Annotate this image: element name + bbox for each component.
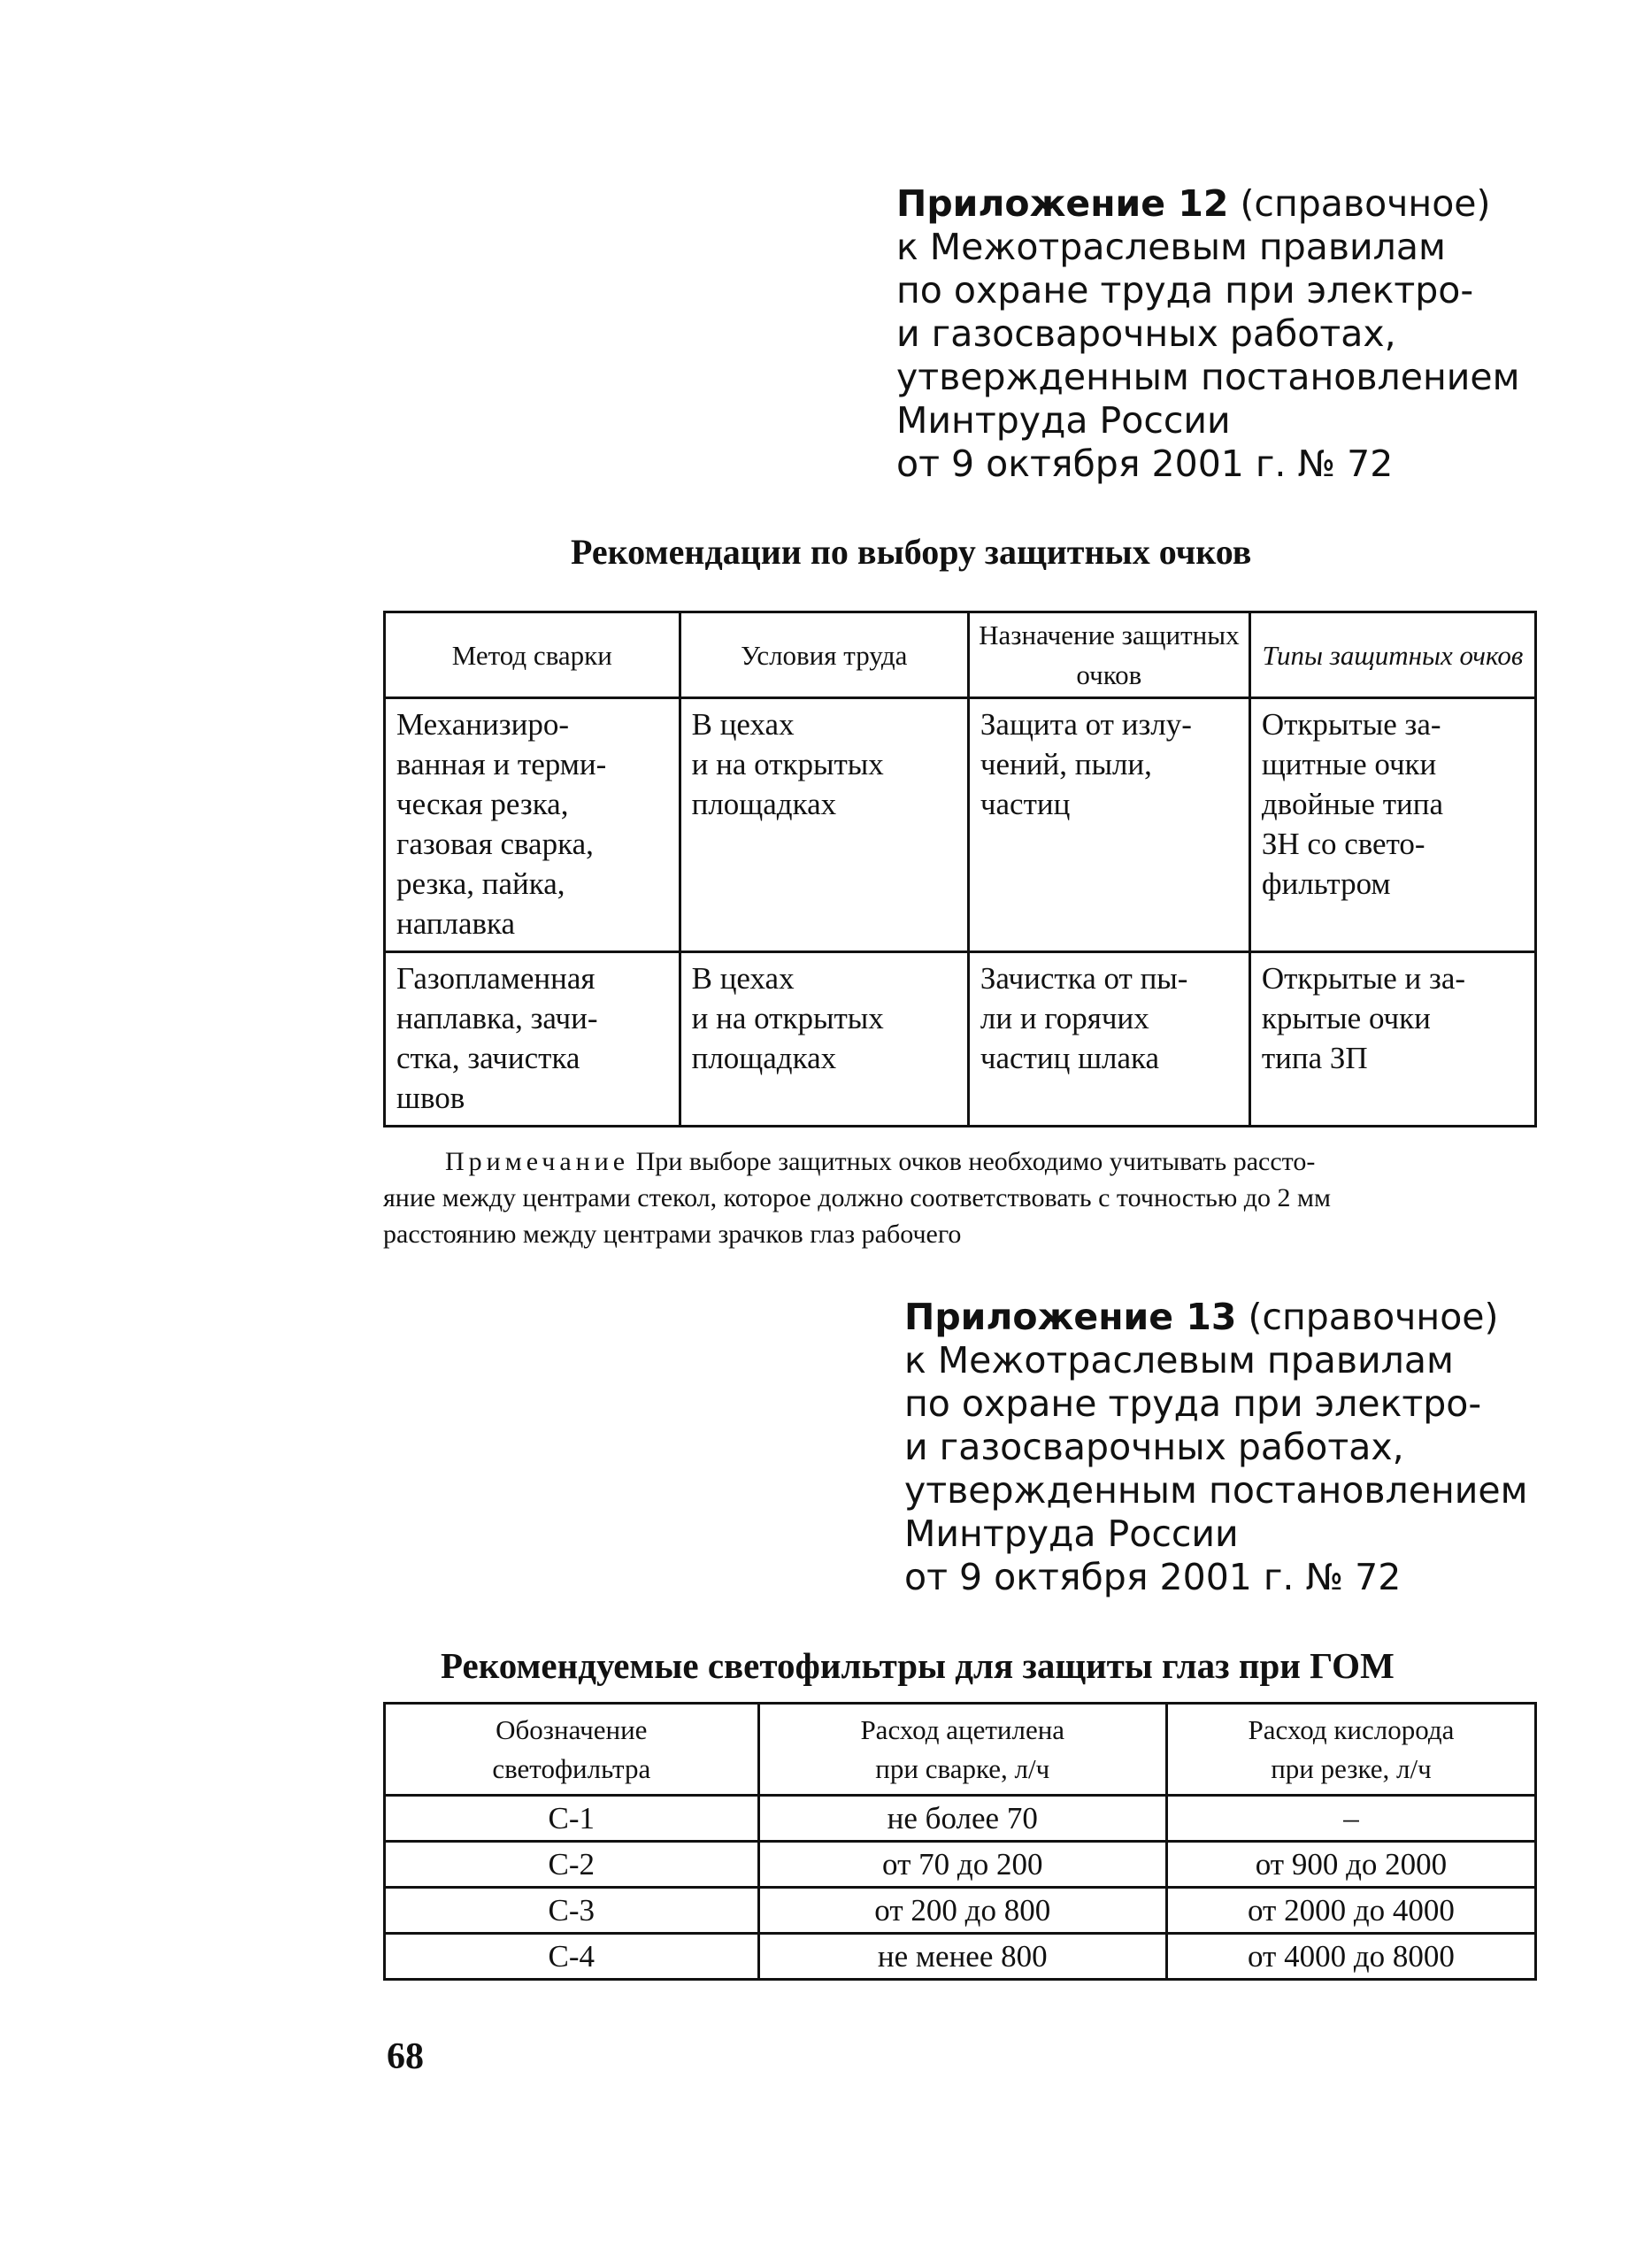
table-cell (680, 698, 968, 952)
appendix-13-line: по охране труда при электро- (904, 1382, 1482, 1425)
note-line: яние между центрами стекол, которое должно соответствовать с точностью до 2 мм (383, 1183, 1332, 1212)
table-filters (383, 1702, 1537, 1981)
table-cell (385, 698, 680, 952)
appendix-12-line: от 9 октября 2001 г. № 72 (896, 443, 1394, 485)
note-line (383, 1143, 1542, 1180)
appendix-13-line: Минтруда России (904, 1512, 1239, 1555)
page-number: 68 (387, 2036, 424, 2077)
column-header: Типы защитных очков (1249, 612, 1535, 698)
table-cell: С-4 (385, 1934, 759, 1980)
table-row (385, 1934, 1536, 1980)
table-cell: С-2 (385, 1842, 759, 1888)
appendix-12-line: к Межотраслевым правилам (896, 226, 1446, 268)
header-text: Расход кислорода при резке, л/ч (1248, 1713, 1455, 1784)
appendix-12-header (896, 182, 1520, 486)
table-cell (385, 952, 680, 1127)
table-cell: от 2000 до 4000 (1166, 1888, 1535, 1934)
table-cell (1249, 698, 1535, 952)
appendix-12-line: и газосварочных работах, (896, 312, 1396, 355)
appendix-13-line: утвержденным постановлением (904, 1469, 1528, 1512)
appendix-12-label: Приложение 12 (896, 182, 1229, 225)
table-cell: от 200 до 800 (758, 1888, 1166, 1934)
appendix-12-line: по охране труда при электро- (896, 269, 1474, 312)
table-cell (968, 952, 1249, 1127)
table-cell: от 900 до 2000 (1166, 1842, 1535, 1888)
table-cell (968, 698, 1249, 952)
column-header: Назначение защитных очков (968, 612, 1249, 698)
appendix-13-qualifier: (справочное) (1248, 1296, 1499, 1338)
note-text: При выборе защитных очков необходимо учитывать рассто- (635, 1147, 1316, 1176)
header-text: Обозначение светофильтра (492, 1713, 651, 1784)
cell-text: В цехах и на открытых площадках (691, 707, 884, 821)
table-cell (680, 952, 968, 1127)
table-cell: не менее 800 (758, 1934, 1166, 1980)
table-note (383, 1143, 1542, 1252)
table-cell: С-1 (385, 1796, 759, 1842)
cell-text: Открытые и за- крытые очки типа ЗП (1261, 961, 1466, 1075)
column-header (1166, 1704, 1535, 1796)
cell-text: Механизиро- ванная и терми- ческая резка, газовая сварка, резка, пайка, наплавка (396, 707, 607, 941)
appendix-13-label: Приложение 13 (904, 1296, 1237, 1338)
table-header-row (385, 612, 1536, 698)
table-cell: от 4000 до 8000 (1166, 1934, 1535, 1980)
table-row (385, 1796, 1536, 1842)
appendix-13-line: от 9 октября 2001 г. № 72 (904, 1556, 1402, 1598)
cell-text: Зачистка от пы- ли и горячих частиц шлака (980, 961, 1188, 1075)
table-row (385, 1842, 1536, 1888)
table-filters-title: Рекомендуемые светофильтры для защиты глаз при ГОМ (441, 1645, 1395, 1686)
appendix-13-line: к Межотраслевым правилам (904, 1339, 1454, 1381)
appendix-12-title-line (896, 182, 1520, 226)
note-line: расстоянию между центрами зрачков глаз рабочего (383, 1220, 962, 1249)
appendix-13-line: и газосварочных работах, (904, 1426, 1404, 1468)
table-row (385, 698, 1536, 952)
table-row (385, 1888, 1536, 1934)
table-header-row (385, 1704, 1536, 1796)
table-cell (1249, 952, 1535, 1127)
header-text: Расход ацетилена при сварке, л/ч (860, 1713, 1065, 1784)
appendix-13-title-line (904, 1296, 1528, 1339)
appendix-13-header (904, 1296, 1528, 1599)
appendix-12-line: утвержденным постановлением (896, 356, 1520, 398)
appendix-12-line: Минтруда России (896, 399, 1231, 442)
table-glasses-title: Рекомендации по выбору защитных очков (571, 532, 1252, 572)
note-label: Примечание (445, 1147, 630, 1176)
cell-text: Открытые за- щитные очки двойные типа ЗН со свето- фильтром (1261, 707, 1443, 901)
column-header: Метод сварки (385, 612, 680, 698)
table-cell: не более 70 (758, 1796, 1166, 1842)
appendix-12-qualifier: (справочное) (1240, 182, 1491, 225)
column-header: Условия труда (680, 612, 968, 698)
table-cell: – (1166, 1796, 1535, 1842)
table-row (385, 952, 1536, 1127)
cell-text: Газопламенная наплавка, зачи- стка, зачистка швов (396, 961, 598, 1115)
cell-text: Защита от излу- чений, пыли, частиц (980, 707, 1192, 821)
column-header (758, 1704, 1166, 1796)
column-header (385, 1704, 759, 1796)
cell-text: В цехах и на открытых площадках (691, 961, 884, 1075)
table-cell: С-3 (385, 1888, 759, 1934)
table-glasses (383, 611, 1537, 1128)
table-cell: от 70 до 200 (758, 1842, 1166, 1888)
